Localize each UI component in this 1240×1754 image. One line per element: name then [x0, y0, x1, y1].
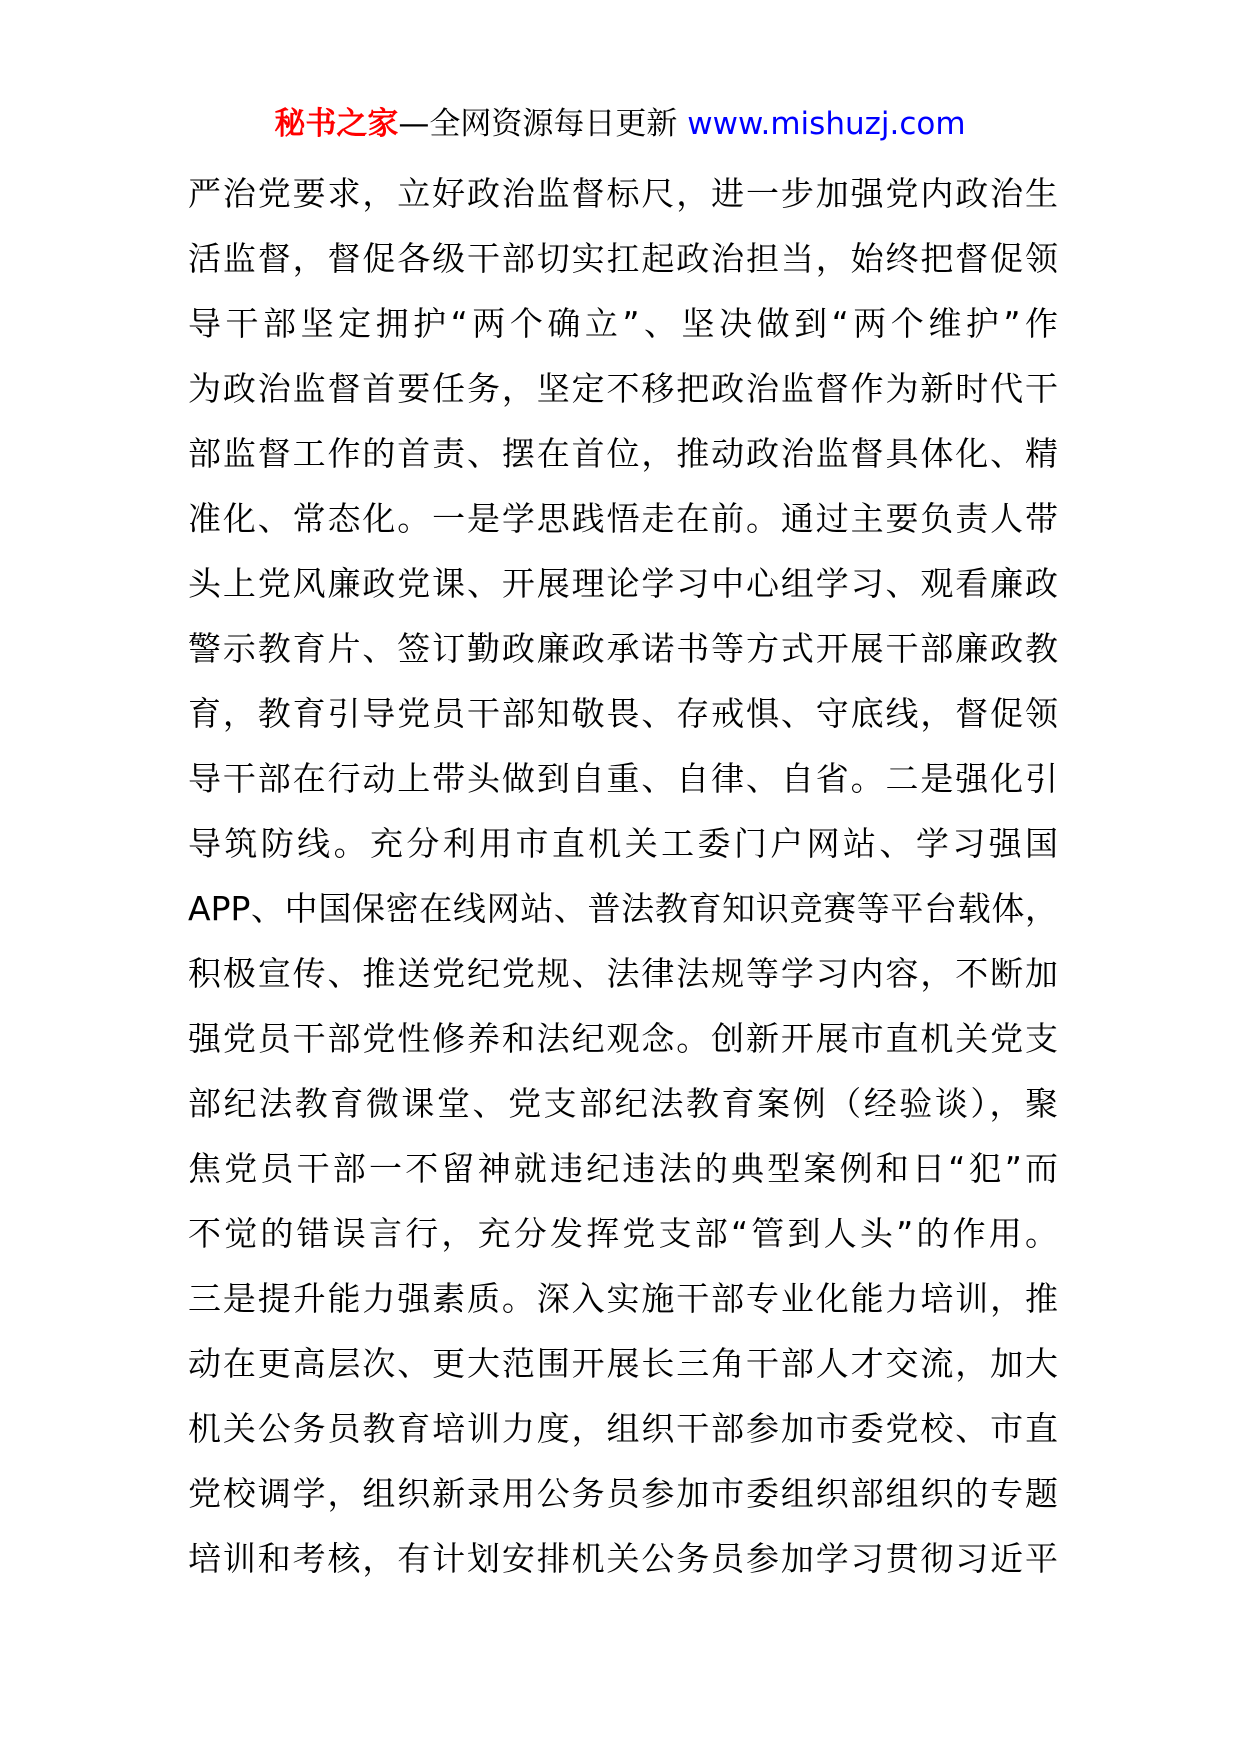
body-line: 部监督工作的首责、摆在首位，推动政治监督具体化、精: [188, 434, 1058, 473]
document-body: [188, 161, 1058, 1591]
page-header: [0, 100, 1240, 148]
body-line: 导干部坚定拥护“两个确立”、坚决做到“两个维护”作: [188, 304, 1058, 343]
body-line: 三是提升能力强素质。深入实施干部专业化能力培训，推: [188, 1279, 1058, 1318]
body-line: 严治党要求，立好政治监督标尺，进一步加强党内政治生: [188, 174, 1058, 213]
body-line: 部纪法教育微课堂、党支部纪法教育案例（经验谈），聚: [188, 1084, 1058, 1123]
body-line: 动在更高层次、更大范围开展长三角干部人才交流，加大: [188, 1344, 1058, 1383]
body-line: 党校调学，组织新录用公务员参加市委组织部组织的专题: [188, 1474, 1058, 1513]
body-line: 焦党员干部一不留神就违纪违法的典型案例和日“犯”而: [188, 1149, 1058, 1188]
body-line: 为政治监督首要任务，坚定不移把政治监督作为新时代干: [188, 369, 1058, 408]
body-line: 导筑防线。充分利用市直机关工委门户网站、学习强国: [188, 824, 1058, 863]
body-line: 不觉的错误言行，充分发挥党支部“管到人头”的作用。: [188, 1214, 1058, 1253]
body-line: 导干部在行动上带头做到自重、自律、自省。二是强化引: [188, 759, 1058, 798]
body-line: 头上党风廉政党课、开展理论学习中心组学习、观看廉政: [188, 564, 1058, 603]
brand-name: 秘书之家: [274, 106, 399, 142]
header-dash: —: [398, 106, 430, 142]
body-line: 准化、常态化。一是学思践悟走在前。通过主要负责人带: [188, 499, 1058, 538]
header-tagline: 全网资源每日更新: [429, 106, 678, 142]
body-line: 警示教育片、签订勤政廉政承诺书等方式开展干部廉政教: [188, 629, 1058, 668]
body-line: 强党员干部党性修养和法纪观念。创新开展市直机关党支: [188, 1019, 1058, 1058]
body-line: APP、中国保密在线网站、普法教育知识竞赛等平台载体，: [188, 889, 1058, 928]
body-line: 培训和考核，有计划安排机关公务员参加学习贯彻习近平: [188, 1539, 1058, 1578]
header-url-link[interactable]: www.mishuzj.com: [687, 106, 966, 142]
body-line: 活监督，督促各级干部切实扛起政治担当，始终把督促领: [188, 239, 1058, 278]
body-line: 育，教育引导党员干部知敬畏、存戒惧、守底线，督促领: [188, 694, 1058, 733]
body-line: 积极宣传、推送党纪党规、法律法规等学习内容，不断加: [188, 954, 1058, 993]
body-line: 机关公务员教育培训力度，组织干部参加市委党校、市直: [188, 1409, 1058, 1448]
